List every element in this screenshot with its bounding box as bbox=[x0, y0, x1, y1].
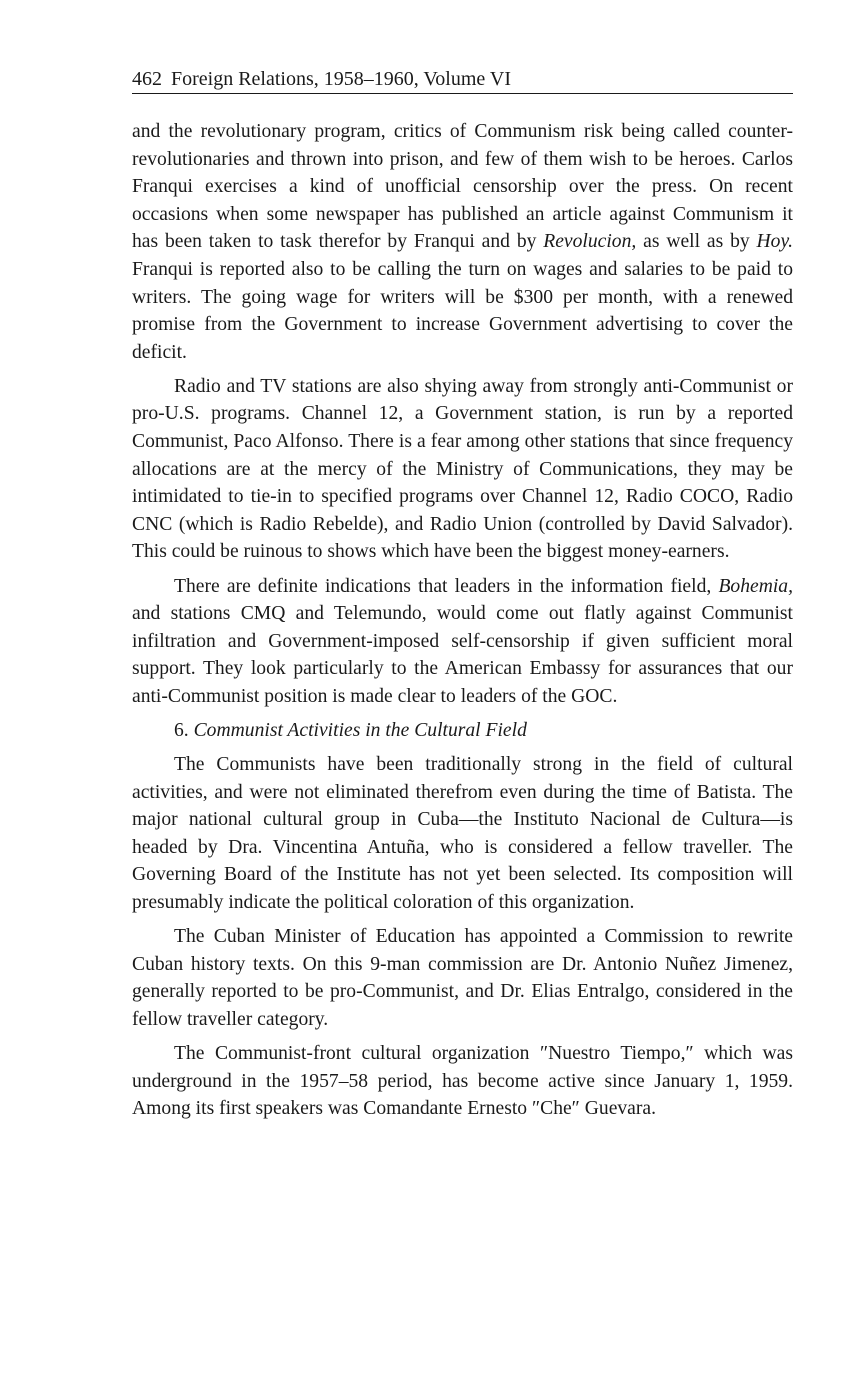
section-title: Communist Activities in the Cultural Field bbox=[193, 719, 527, 741]
publication-title: Revolucion, bbox=[543, 231, 637, 253]
paragraph-history-commission: The Cuban Minister of Education has appointed a Commission to rewrite Cuban history texts. On this 9-man commission are Dr. Antonio Nuñez Jimenez, generally reported to be pro-Communist, and Dr. Elias Entralgo, considered in the fellow traveller category. bbox=[132, 926, 793, 1030]
page-number: 462 bbox=[132, 68, 162, 90]
paragraph-information-leaders bbox=[132, 573, 793, 711]
paragraph-text: Franqui is reported also to be calling the turn on wages and salaries to be paid to writers. The going wage for writers will be $300 per month, with a renewed promise from the Government to increase Government advertising to cover the deficit. bbox=[132, 258, 793, 363]
section-heading bbox=[132, 717, 793, 745]
publication-title: Bohemia, bbox=[718, 575, 793, 597]
section-number: 6. bbox=[174, 719, 189, 741]
paragraph-text: There are definite indications that leaders in the information field, bbox=[174, 575, 719, 597]
paragraph-text: as well as by bbox=[636, 231, 757, 253]
paragraph-radio-tv: Radio and TV stations are also shying away from strongly anti-Communist or pro-U.S. programs. Channel 12, a Government station, is run by a reported Communist, Paco Alfonso. There is a fear among other stations that since frequency allocations are at the mercy of the Ministry of Communications, they may be intimidated to tie-in to specified programs over Channel 12, Radio COCO, Radio CNC (which is Radio Rebelde), and Radio Union (controlled by David Salvador). This could be ruinous to shows which have been the biggest money-earners. bbox=[132, 375, 793, 563]
body-text bbox=[132, 118, 793, 1129]
paragraph-cultural-activities: The Communists have been traditionally strong in the field of cultural activities, and were not eliminated therefrom even during the time of Batista. The major national cultural group in Cuba—the Instituto Nacional de Cultura—is headed by Dra. Vincentina Antuña, who is considered a fellow traveller. The Governing Board of the Institute has not yet been selected. Its composition will presumably indicate the political coloration of this organization. bbox=[132, 754, 793, 914]
paragraph-text: and the revolutionary program, critics of Communism risk being called counter-revolutionaries and thrown into prison, and few of them wish to be heroes. Carlos Franqui exercises a kind of unofficial censorship over the press. On recent occasions when some newspaper has published an article against Communism it has been taken to task therefor by Franqui and by bbox=[132, 121, 793, 253]
paragraph-text: and stations CMQ and Telemundo, would come out flatly against Communist infiltration and Government-imposed self-censorship if given sufficient moral support. They look particularly to the American Embassy for assurances that our anti-Communist position is made clear to leaders of the GOC. bbox=[132, 603, 793, 707]
running-header bbox=[132, 66, 793, 94]
publication-title: Hoy. bbox=[756, 231, 793, 253]
paragraph-press-censorship bbox=[132, 118, 793, 366]
paragraph-nuestro-tiempo: The Communist-front cultural organization ″Nuestro Tiempo,″ which was underground in the 1957–58 period, has become active since January 1, 1959. Among its first speakers was Comandante Ernesto ″Che″ Guevara. bbox=[132, 1043, 793, 1120]
running-title: Foreign Relations, 1958–1960, Volume VI bbox=[171, 68, 511, 90]
